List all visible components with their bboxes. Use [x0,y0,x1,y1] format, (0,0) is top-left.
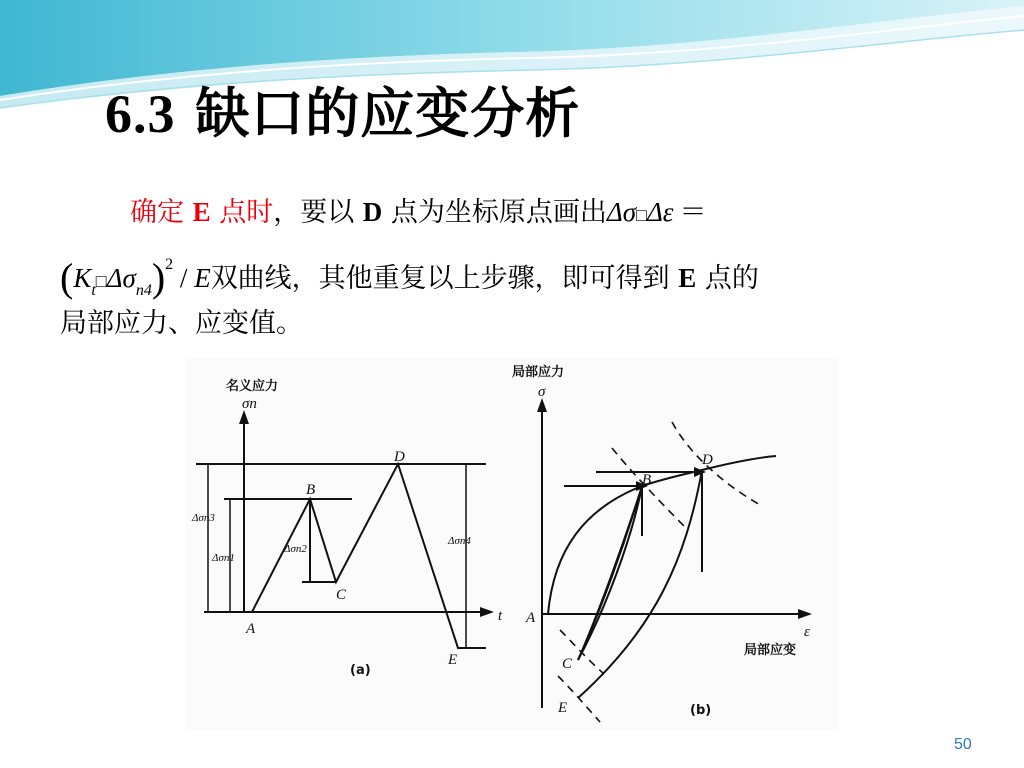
b-point-A: A [526,610,536,626]
diagram-a [196,410,494,648]
a-label-delta-sigma-n4: Δσn4 [448,535,471,547]
title-text: 缺口的应变分析 [195,82,581,145]
b-point-E: E [558,700,568,716]
highlight-point-E: E [192,197,211,227]
highlight-text-2: 点时 [210,197,274,228]
a-caption: (a) [350,663,371,678]
a-y-axis-title: 名义应力 [226,379,279,394]
math-open-paren: ( [60,255,74,300]
a-label-delta-sigma-n1: Δσn1 [212,552,235,564]
math-sub-n4: n4 [135,282,152,299]
math-superscript-2: 2 [165,256,174,273]
b-point-C: C [562,656,573,672]
point-D-label: D [362,197,383,227]
b-point-D: D [702,452,713,468]
diagram-b-labels [512,364,810,718]
a-y-axis-symbol: σn [242,396,257,412]
b-y-axis-title: 局部应力 [512,365,565,380]
strain-analysis-figure [186,358,838,730]
math-equals: ＝ [679,197,707,227]
math-slash: / [173,263,195,293]
paragraph-line-1 [130,192,706,235]
a-point-D: D [394,449,405,465]
paragraph-line-2 [60,245,759,311]
slide-title [105,82,580,146]
a-point-C: C [336,587,347,603]
highlight-text-1: 确定 [130,197,193,228]
title-section-number: 6.3 [105,84,176,144]
a-point-E: E [448,652,458,668]
diagram-a-labels [191,378,503,678]
a-label-delta-sigma-n3: Δσn3 [192,512,215,524]
math-delta-epsilon: Δε [646,197,674,227]
math-delta-sigma-2: Δσ [106,263,136,293]
math-placeholder-box: □ [636,205,647,225]
b-point-B: B [642,472,652,488]
a-x-axis-symbol: t [498,608,503,624]
math-placeholder-box-2: □ [95,271,107,291]
diagram-b [537,398,812,708]
a-label-delta-sigma-n2: Δσn2 [284,543,307,555]
b-caption: (b) [690,703,712,718]
b-y-axis-symbol: σ [538,384,546,400]
b-x-axis-title: 局部应变 [744,643,797,658]
point-E-label: E [678,263,697,293]
text-segment-1: ，要以 [273,197,363,228]
b-x-axis-symbol: ε [804,624,810,640]
text-segment-4: 点的 [696,263,759,294]
math-K: K [73,263,92,293]
math-delta-sigma: Δσ [606,197,637,227]
math-sub-t: t [91,282,96,299]
math-E: E [194,263,211,293]
text-segment-3: 双曲线，其他重复以上步骤，即可得到 [210,263,679,294]
a-point-A: A [246,621,256,637]
page-number: 50 [954,736,972,753]
text-segment-2: 点为坐标原点画出 [382,197,607,228]
math-close-paren: ) [151,255,166,300]
diagram-b-hyperbolas [558,422,762,722]
a-point-B: B [306,482,316,498]
paragraph-line-3: 局部应力、应变值。 [60,308,303,339]
